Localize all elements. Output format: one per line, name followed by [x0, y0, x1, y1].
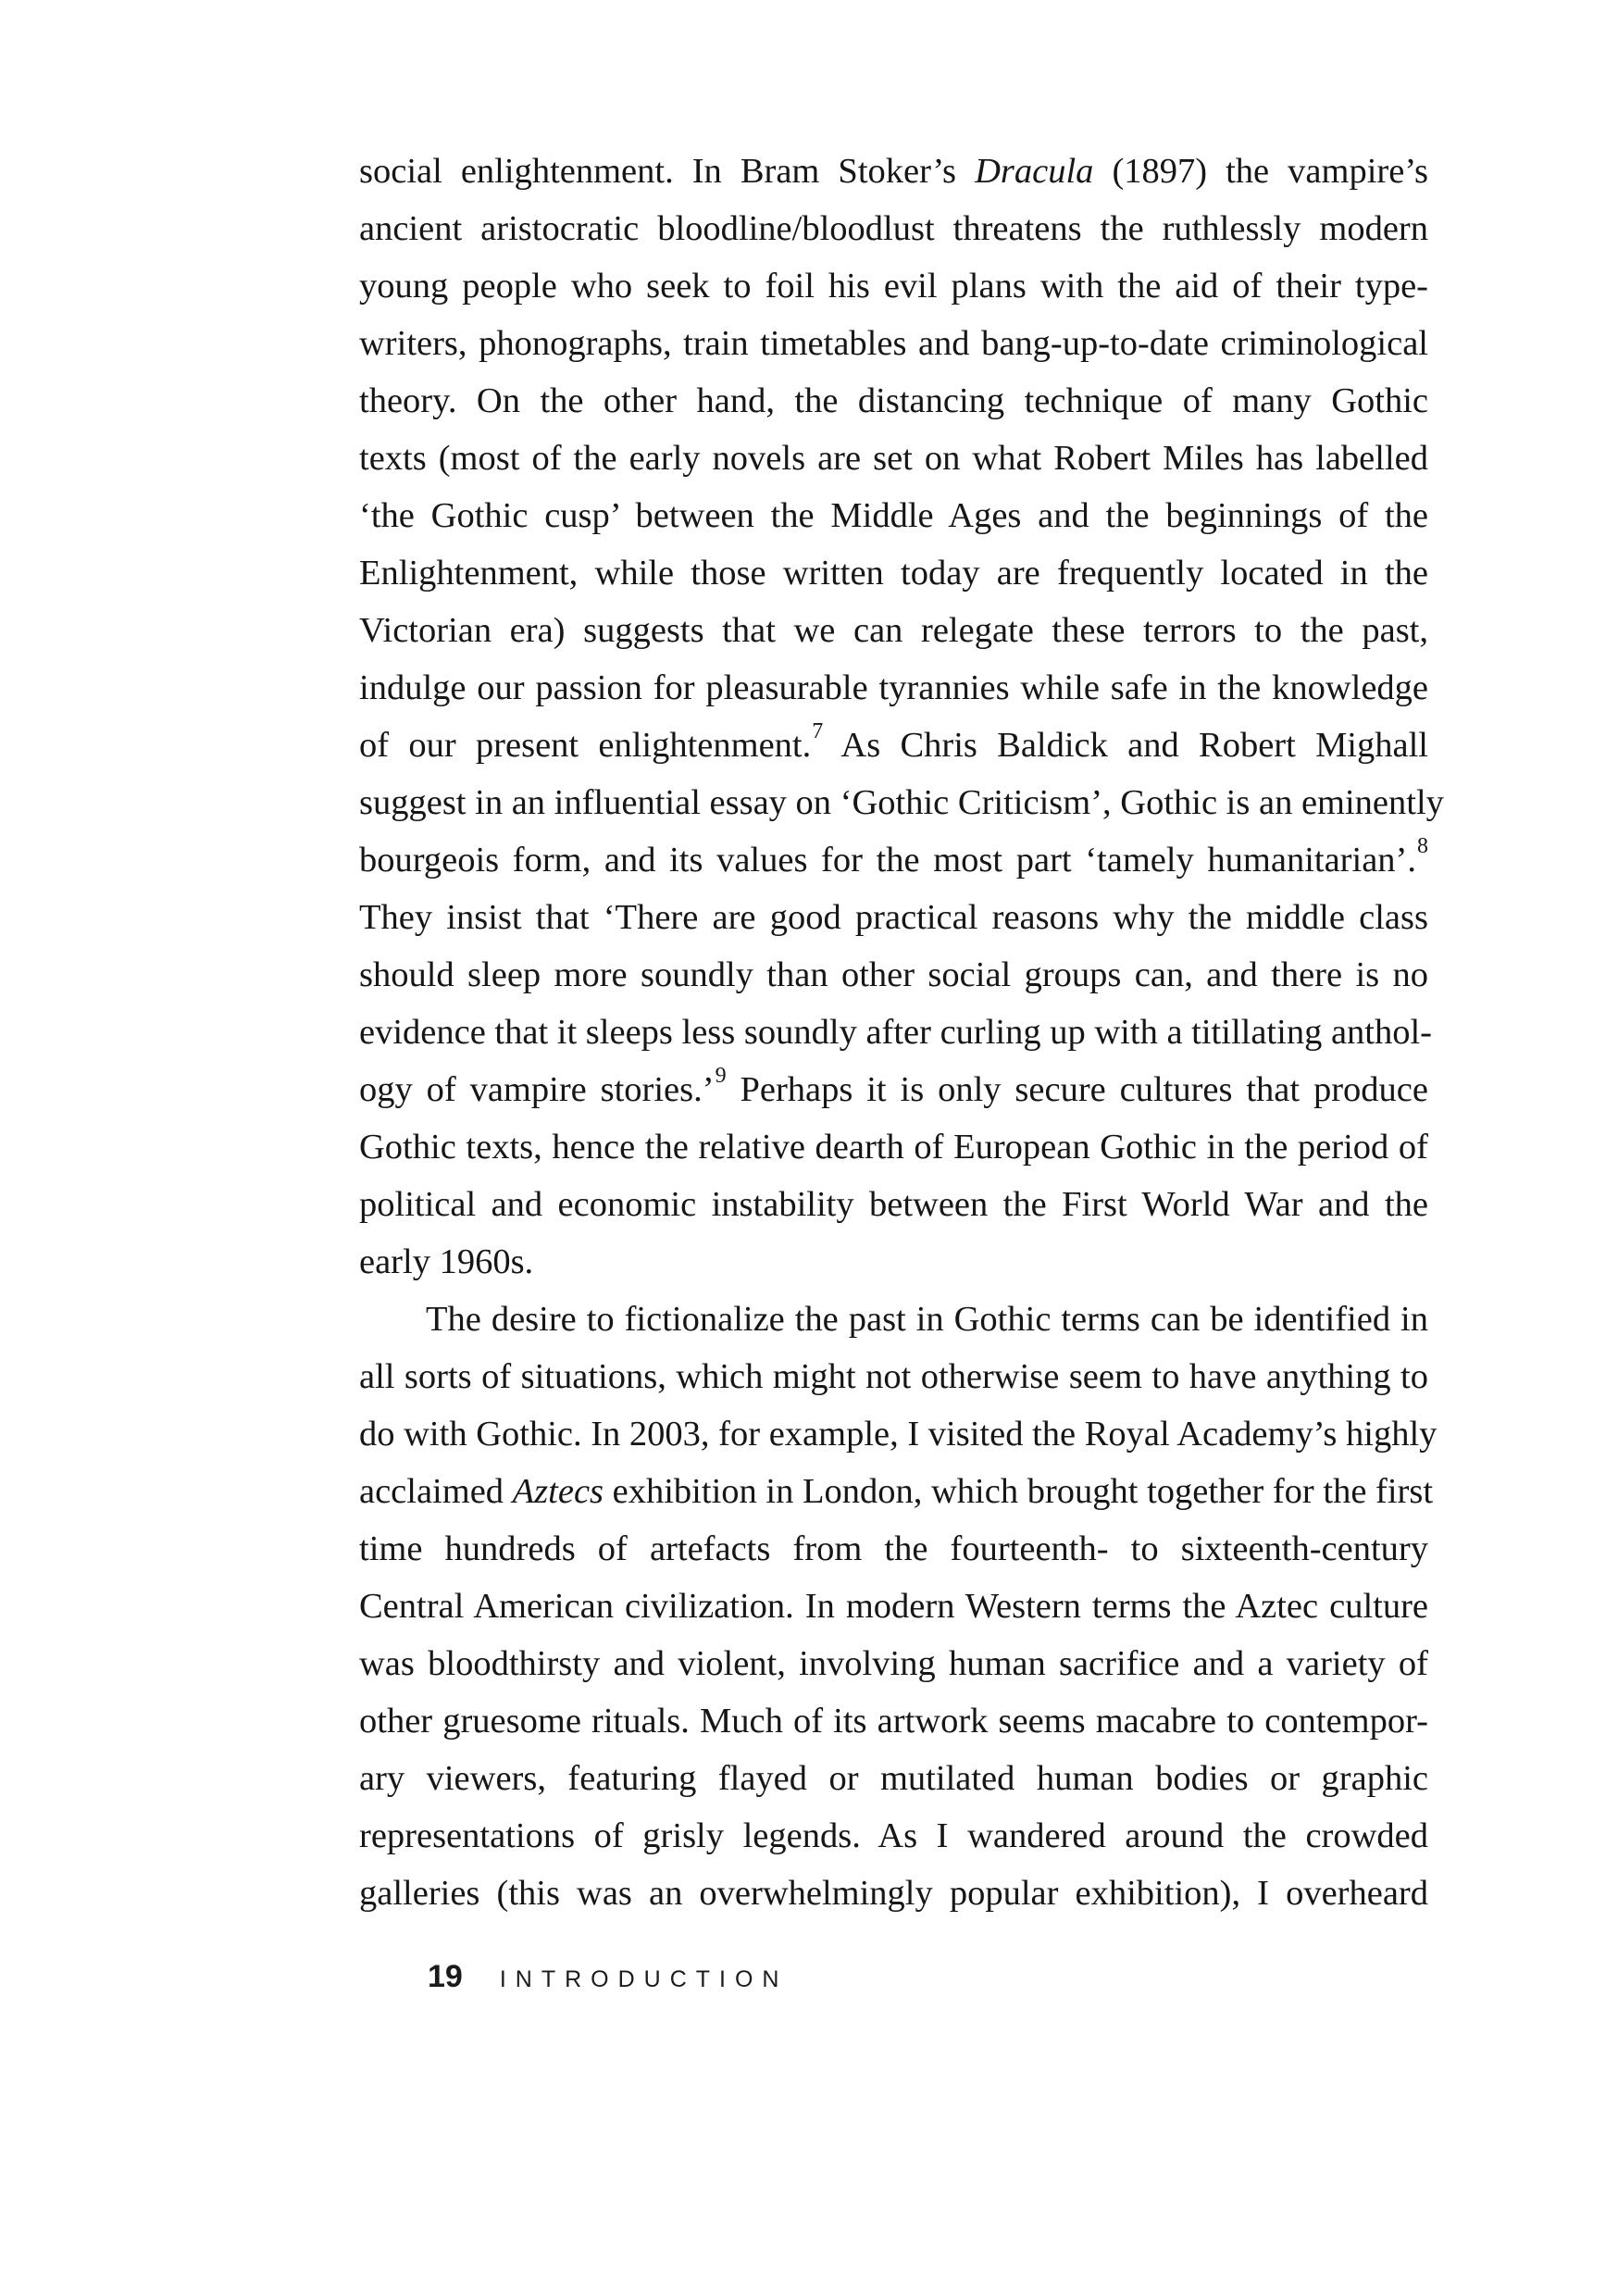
text-line: time hundreds of artefacts from the fourteenth- to sixteenth-century — [359, 1529, 1428, 1568]
text-line: Victorian era) suggests that we can relegate these terrors to the past, — [359, 611, 1428, 650]
text-line: acclaimed Aztecs exhibition in London, which brought together for the first — [359, 1472, 1434, 1511]
text-line: representations of grisly legends. As I wandered around the crowded — [359, 1816, 1428, 1855]
footnote-ref: 8 — [1417, 833, 1428, 858]
text-line: social enlightenment. In Bram Stoker’s Dracula (1897) the vampire’s — [359, 152, 1429, 191]
text-line: ogy of vampire stories.’$^9$ Perhaps it is only secure cultures that produce — [359, 1063, 1428, 1109]
footnote-ref: 7 — [812, 718, 824, 743]
text-line: Enlightenment, while those written today are frequently located in the — [359, 554, 1428, 593]
footnote-ref: 9 — [715, 1063, 727, 1088]
text-line: The desire to fictionalize the past in Gothic terms can be identified in — [426, 1300, 1428, 1339]
text-line: do with Gothic. In 2003, for example, I visited the Royal Academy’s highly — [359, 1415, 1438, 1454]
text-line: young people who seek to foil his evil plans with the aid of their type- — [359, 267, 1428, 306]
paragraph — [359, 143, 1444, 1291]
page-footer — [428, 1959, 788, 1995]
text-line: political and economic instability between the First World War and the — [359, 1185, 1428, 1224]
body-text — [359, 143, 1444, 1922]
text-line: indulge our passion for pleasurable tyrannies while safe in the knowledge — [359, 668, 1428, 707]
text-line: galleries (this was an overwhelmingly popular exhibition), I overheard — [359, 1874, 1428, 1913]
page-number: 19 — [428, 1959, 463, 1994]
text-line: early 1960s. — [359, 1242, 534, 1281]
running-head: INTRODUCTION — [499, 1966, 789, 1992]
text-line: They insist that ‘There are good practical reasons why the middle class — [359, 898, 1428, 937]
text-line: evidence that it sleeps less soundly after curling up with a titillating anthol- — [359, 1013, 1433, 1052]
text-line: texts (most of the early novels are set on what Robert Miles has labelled — [359, 439, 1428, 478]
text-line: Gothic texts, hence the relative dearth of European Gothic in the period of — [359, 1128, 1428, 1167]
text-line: all sorts of situations, which might not otherwise seem to have anything to — [359, 1357, 1428, 1396]
text-line: writers, phonographs, train timetables and bang-up-to-date criminological — [359, 324, 1428, 363]
text-line: of our present enlightenment.$^7$ As Chris Baldick and Robert Mighall — [359, 718, 1428, 765]
exhibition-title: Aztecs — [512, 1472, 604, 1511]
text-line: was bloodthirsty and violent, involving human sacrifice and a variety of — [359, 1644, 1428, 1683]
text-line: theory. On the other hand, the distancing technique of many Gothic — [359, 381, 1428, 420]
paragraph — [359, 1291, 1438, 1922]
text-line: suggest in an influential essay on ‘Gothic Criticism’, Gothic is an eminently — [359, 783, 1444, 822]
text-line: should sleep more soundly than other social groups can, and there is no — [359, 955, 1428, 994]
text-line: ‘the Gothic cusp’ between the Middle Ages and the beginnings of the — [359, 496, 1428, 535]
text-line: bourgeois form, and its values for the most part ‘tamely humanitarian’.$^8$ — [359, 833, 1428, 880]
text-line: other gruesome rituals. Much of its artwork seems macabre to contempor- — [359, 1702, 1428, 1741]
text-line: ary viewers, featuring flayed or mutilated human bodies or graphic — [359, 1759, 1428, 1798]
book-title: Dracula — [975, 152, 1094, 191]
text-line: ancient aristocratic bloodline/bloodlust threatens the ruthlessly modern — [359, 209, 1428, 248]
text-line: Central American civilization. In modern Western terms the Aztec culture — [359, 1587, 1428, 1626]
